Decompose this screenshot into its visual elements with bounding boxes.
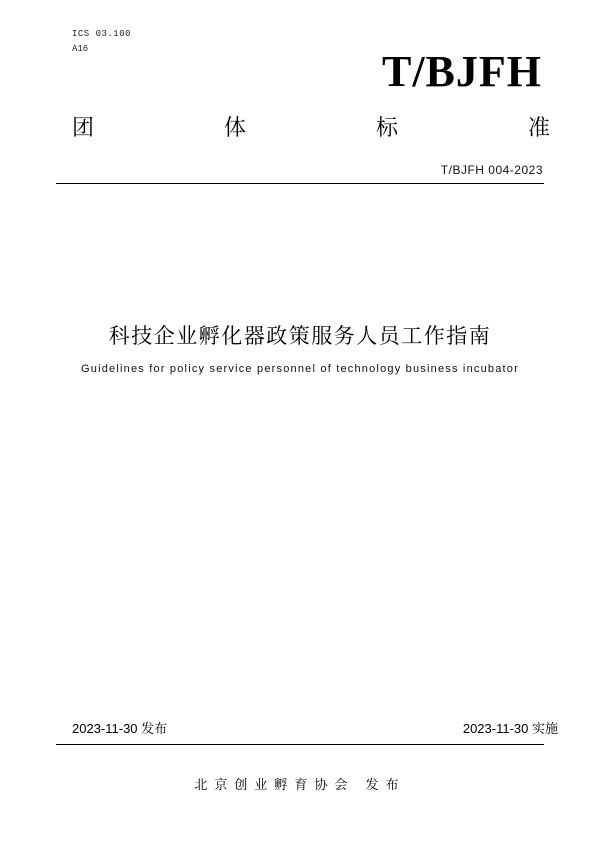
standard-type-char-4: 准 xyxy=(527,116,550,141)
header-divider xyxy=(56,183,544,184)
implementation-date: 2023-11-30 实施 xyxy=(462,721,558,736)
document-title-zh: 科技企业孵化器政策服务人员工作指南 xyxy=(108,324,492,348)
publisher: 北京创业孵育协会 发布 xyxy=(194,778,406,793)
issue-date: 2023-11-30 发布 xyxy=(72,721,168,736)
standard-code: T/BJFH 004-2023 xyxy=(440,163,543,177)
standard-type-char-3: 标 xyxy=(375,116,398,141)
standard-brand-logo: T/BJFH xyxy=(381,47,542,96)
standard-type-char-1: 团 xyxy=(72,116,95,141)
ics-code: ICS 03.100 xyxy=(72,29,132,39)
standard-type-char-2: 体 xyxy=(223,116,246,141)
document-title-en: Guidelines for policy service personnel of technology business incubator xyxy=(81,363,519,375)
standard-type-heading xyxy=(72,118,550,140)
ccs-code: A16 xyxy=(72,44,89,54)
footer-divider xyxy=(56,744,544,745)
